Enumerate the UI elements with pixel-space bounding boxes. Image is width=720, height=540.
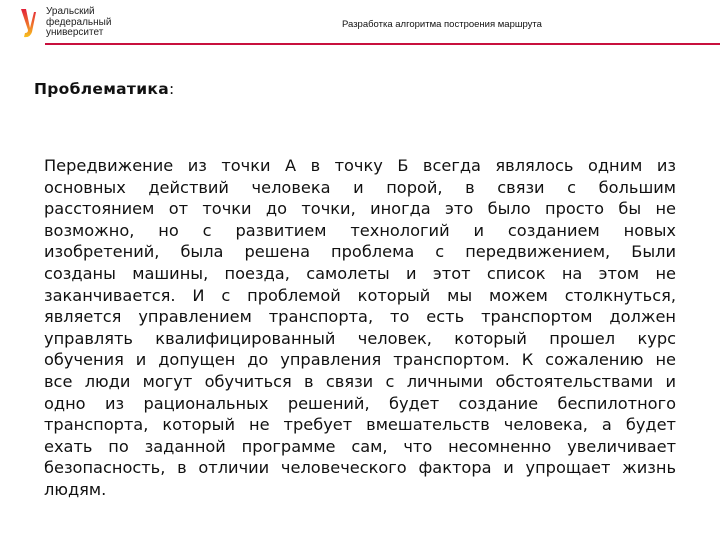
body-line: безопасность, в отличии человеческого фактора и упрощает жизнь bbox=[44, 458, 676, 478]
body-line: транспорта, который не требует вмешательств человека, а будет bbox=[44, 415, 676, 435]
body-line: управлять квалифицированный человек, который прошел курс bbox=[44, 328, 676, 348]
body-line: заканчивается. И с проблемой который мы можем столкнуться, bbox=[44, 285, 676, 305]
body-line: все люди могут обучиться в связи с личными обстоятельствами и bbox=[44, 371, 676, 391]
university-logo-text bbox=[46, 7, 111, 39]
body-line: является управлением транспорта, то есть транспортом должен bbox=[44, 307, 676, 327]
body-line: Передвижение из точки А в точку Б всегда являлось одним из bbox=[44, 156, 676, 175]
body-line: созданы машины, поезда, самолеты и этот список на этом не bbox=[44, 263, 676, 283]
university-logo-icon bbox=[20, 8, 36, 38]
body-line: изобретений, была решена проблема с передвижением, Были bbox=[44, 242, 676, 262]
heading-colon: : bbox=[168, 80, 175, 98]
logo-line: Уральский bbox=[46, 6, 95, 17]
body-line: обучения и допущен до управления транспортом. К сожалению не bbox=[44, 350, 676, 370]
presentation-title: Разработка алгоритма построения маршрута bbox=[342, 19, 542, 30]
body-line: возможно, но с развитием технологий и созданием новых bbox=[44, 220, 676, 240]
logo-line: федеральный bbox=[46, 16, 112, 28]
header-divider bbox=[45, 43, 720, 45]
heading-text: Проблематика bbox=[34, 80, 169, 98]
body-line: расстоянием от точки до точки, иногда это было просто бы не bbox=[44, 199, 676, 219]
body-line: одно из рациональных решений, будет создание беспилотного bbox=[44, 393, 676, 413]
body-line: людям. bbox=[44, 479, 107, 499]
slide-body-text bbox=[44, 155, 676, 501]
body-line: ехать по заданной программе сам, что несомненно увеличивает bbox=[44, 436, 676, 456]
slide-heading bbox=[34, 80, 175, 98]
body-line: основных действий человека и порой, в связи с большим bbox=[44, 177, 676, 197]
logo-line: университет bbox=[46, 27, 104, 38]
